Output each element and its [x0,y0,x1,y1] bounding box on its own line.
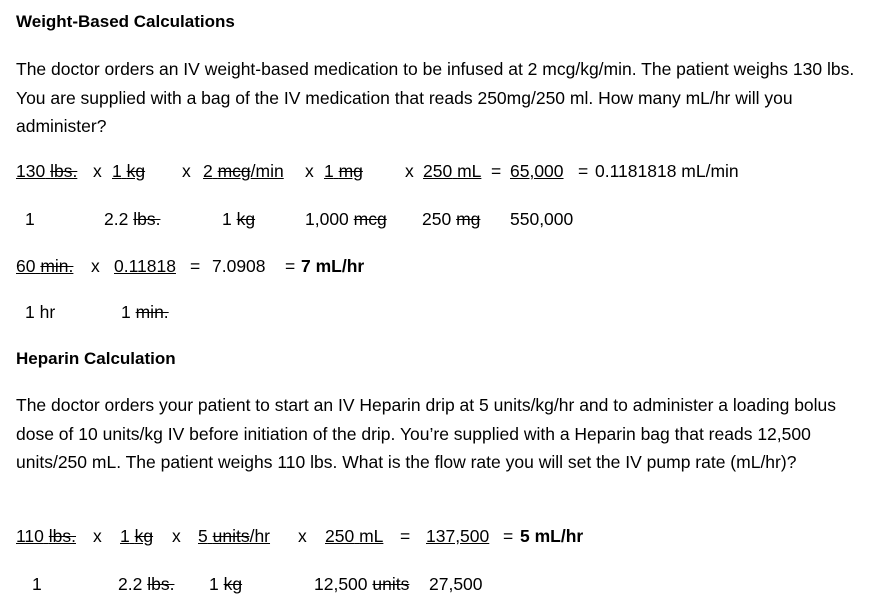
eq1-equals1: = [491,161,502,181]
hep-op3: x [298,526,307,546]
eq1-op1: x [93,161,102,181]
hep-denom3: 1 kg [209,574,243,594]
eq1-term5: 250 mL [423,161,482,181]
hep-result: 5 mL/hr [520,526,584,546]
eq1-op2: x [182,161,191,181]
eq1-denom3: 1 kg [222,209,256,229]
eq1-op3: x [305,161,314,181]
eq2-result: 7 mL/hr [301,256,365,276]
hep-denom1: 1 [32,574,42,594]
eq1-denom1: 1 [25,209,35,229]
eq1-product: 65,000 [510,161,564,181]
eq1-term3: 2 mcg/min [203,161,284,181]
hep-equals1: = [400,526,411,546]
eq1-term1: 130 lbs. [16,161,78,181]
eq1-denom5: 250 mg [422,209,481,229]
eq1-equals2: = [578,161,589,181]
heparin-section-heading: Heparin Calculation [16,349,176,368]
eq2-equals1: = [190,256,201,276]
weight-section-paragraph: The doctor orders an IV weight-based medication to be infused at 2 mcg/kg/min. The patient weighs 130 lbs. You are supplied with a bag of the IV medication that reads 250mg/250 ml. How many mL/hr will you administer? [16,59,855,136]
eq1-op4: x [405,161,414,181]
eq1-denom4: 1,000 mcg [305,209,387,229]
eq1-term2: 1 kg [112,161,146,181]
eq2-denom2: 1 min. [121,302,169,322]
eq1-term4: 1 mg [324,161,363,181]
eq2-equals2: = [285,256,296,276]
hep-term3: 5 units/hr [198,526,271,546]
hep-denom4: 12,500 units [314,574,410,594]
eq2-term1: 60 min. [16,256,74,276]
hep-term4: 250 mL [325,526,384,546]
eq1-denom2: 2.2 lbs. [104,209,161,229]
weight-section-heading: Weight-Based Calculations [16,12,235,31]
heparin-section-paragraph: The doctor orders your patient to start an IV Heparin drip at 5 units/kg/hr and to administer a loading bolus dose of 10 units/kg IV before initiation of the drip. You’re supplied with a Heparin bag that reads 12,500 units/250 mL. The patient weighs 110 lbs. What is the flow rate you will set the IV pump rate (mL/hr)? [16,395,837,472]
eq2-value: 7.0908 [212,256,266,276]
hep-op1: x [93,526,102,546]
hep-op2: x [172,526,181,546]
eq2-term2: 0.11818 [114,256,176,276]
eq2-op1: x [91,256,100,276]
hep-denom2: 2.2 lbs. [118,574,175,594]
hep-product: 137,500 [426,526,490,546]
hep-term1: 110 lbs. [16,526,77,546]
eq1-result: 0.1181818 mL/min [595,161,739,181]
eq1-denom6: 550,000 [510,209,574,229]
hep-term2: 1 kg [120,526,154,546]
eq2-denom1: 1 hr [25,302,56,322]
hep-equals2: = [503,526,514,546]
hep-denom5: 27,500 [429,574,483,594]
